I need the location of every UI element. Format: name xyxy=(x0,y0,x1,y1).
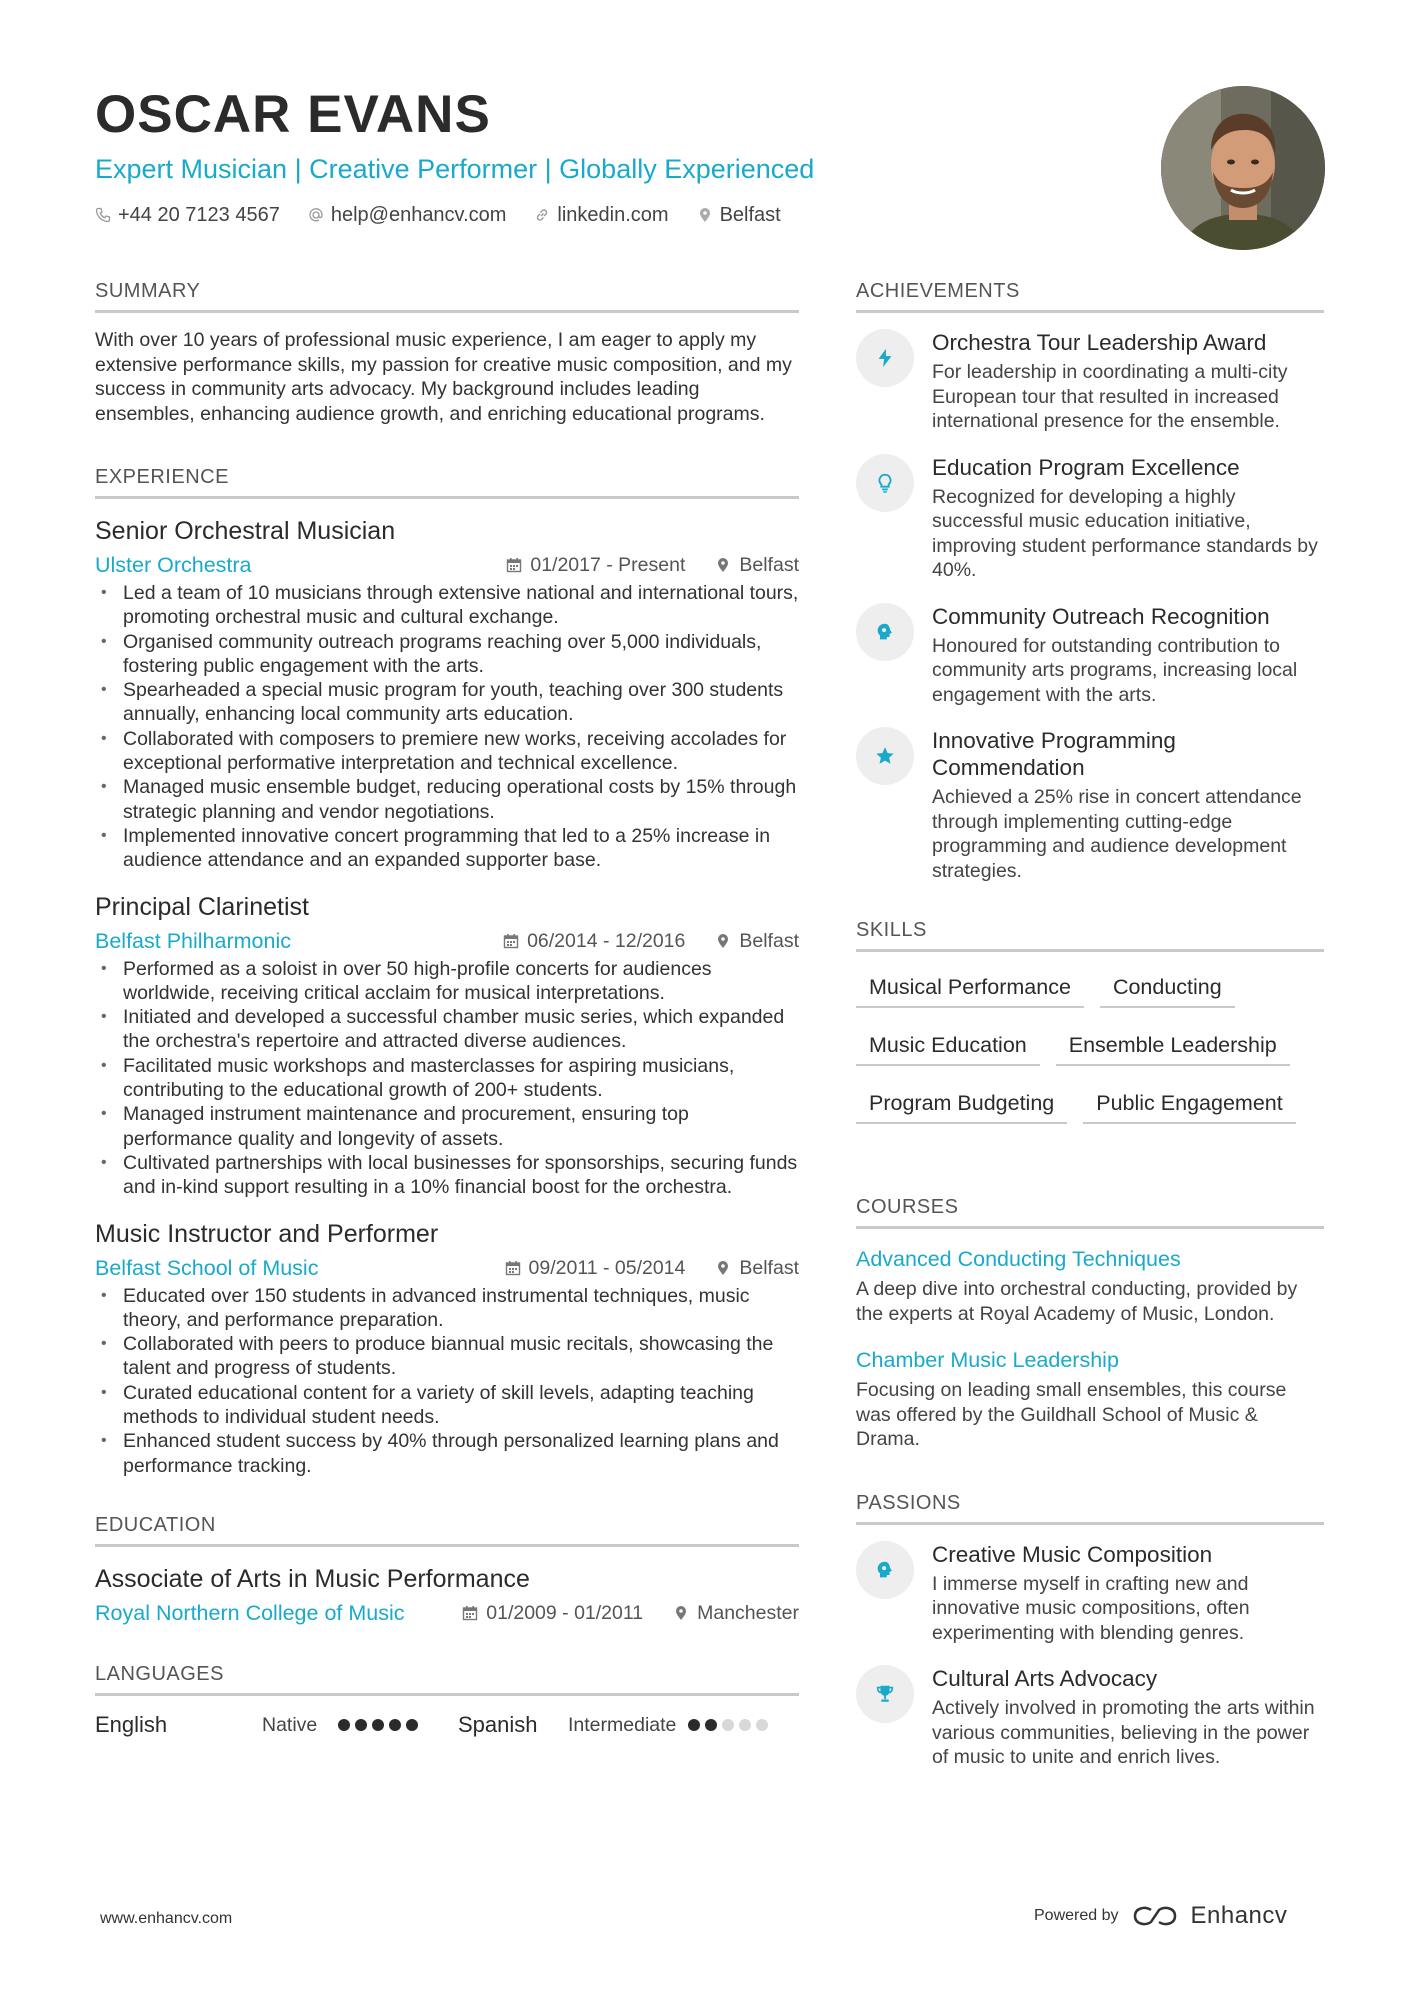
calendar-icon xyxy=(506,557,522,573)
trophy-icon xyxy=(874,1683,896,1705)
achievement-icon-badge xyxy=(856,454,914,512)
school-name: Royal Northern College of Music xyxy=(95,1600,405,1625)
bullet-item: • Spearheaded a special music program for youth, teaching over 300 students annually, enhancing local community arts education. xyxy=(95,678,799,727)
language-rating xyxy=(688,1719,768,1731)
bullet-item: • Educated over 150 students in advanced instrumental techniques, music theory, and performance preparation. xyxy=(95,1284,799,1333)
experience-heading: EXPERIENCE xyxy=(95,464,799,499)
skill-tag: Public Engagement xyxy=(1083,1080,1295,1124)
achievement-item xyxy=(856,603,1324,708)
job-location xyxy=(715,551,799,579)
company-name: Belfast School of Music xyxy=(95,1255,319,1280)
job-meta-right xyxy=(503,927,799,955)
job-location-text: Belfast xyxy=(739,929,799,952)
powered-by-label: Powered by xyxy=(1034,1907,1119,1924)
language-rating xyxy=(338,1719,418,1731)
passion-icon-badge xyxy=(856,1541,914,1599)
courses-heading: COURSES xyxy=(856,1194,1324,1229)
achievement-desc: Recognized for developing a highly successful music education initiative, improving student performance standards by 40%. xyxy=(932,485,1318,581)
phone-text: +44 20 7123 4567 xyxy=(118,204,280,226)
location-contact xyxy=(697,200,781,230)
achievements-section xyxy=(856,278,1324,883)
achievement-body xyxy=(932,727,1324,883)
brain-icon xyxy=(874,621,896,643)
job-meta xyxy=(95,927,799,955)
job-title: Principal Clarinetist xyxy=(95,892,309,921)
email-text: help@enhancv.com xyxy=(330,204,507,226)
brain-icon xyxy=(874,1559,896,1581)
job-meta xyxy=(95,1254,799,1282)
location-text: Belfast xyxy=(719,204,781,226)
education-location-text: Manchester xyxy=(697,1601,799,1624)
map-pin-icon xyxy=(715,1260,731,1276)
rating-dot xyxy=(739,1719,751,1731)
rating-dot xyxy=(705,1719,717,1731)
rating-dot xyxy=(406,1719,418,1731)
linkedin-text: linkedin.com xyxy=(557,204,669,226)
job-location xyxy=(715,1254,799,1282)
bullet-item: • Led a team of 10 musicians through extensive national and international tours, promoting orchestral music and cultural exchange. xyxy=(95,581,799,630)
passion-title: Cultural Arts Advocacy xyxy=(932,1666,1158,1691)
phone-icon xyxy=(95,207,111,223)
company-name: Belfast Philharmonic xyxy=(95,928,291,953)
skills-list xyxy=(856,964,1324,1138)
calendar-icon xyxy=(505,1260,521,1276)
bullet-item: • Initiated and developed a successful chamber music series, which expanded the orchestra's repertoire and attracted diverse audiences. xyxy=(95,1005,799,1054)
left-column xyxy=(95,278,799,1776)
header xyxy=(95,84,1175,230)
phone-contact xyxy=(95,200,280,230)
course-desc: Focusing on leading small ensembles, this course was offered by the Guildhall School of Music & Drama. xyxy=(856,1379,1287,1450)
language-level: Native xyxy=(262,1713,318,1736)
achievement-title: Orchestra Tour Leadership Award xyxy=(932,330,1267,355)
bullet-item: • Collaborated with peers to produce biannual music recitals, showcasing the talent and progress of students. xyxy=(95,1332,799,1381)
map-pin-icon xyxy=(715,557,731,573)
education-meta-right xyxy=(462,1599,799,1627)
bullet-item: • Implemented innovative concert programming that led to a 25% increase in audience attendance and an expanded supporter base. xyxy=(95,824,799,873)
job-title: Senior Orchestral Musician xyxy=(95,517,396,545)
job-location-text: Belfast xyxy=(739,1256,799,1279)
job-dates xyxy=(506,551,685,579)
map-pin-icon xyxy=(715,933,731,949)
rating-dot xyxy=(338,1719,350,1731)
email-contact[interactable] xyxy=(308,200,507,230)
contact-row xyxy=(95,200,1175,230)
skill-tag: Music Education xyxy=(856,1022,1040,1066)
job-dates xyxy=(505,1254,686,1282)
job-dates xyxy=(503,927,685,955)
job-location-text: Belfast xyxy=(739,554,799,576)
education-section xyxy=(95,1512,799,1627)
languages-section xyxy=(95,1661,799,1740)
course-item xyxy=(856,1245,1324,1326)
bullet-item: • Organised community outreach programs reaching over 5,000 individuals, fostering public engagement with the arts. xyxy=(95,630,799,679)
map-pin-icon xyxy=(673,1605,689,1621)
bullet-item: • Facilitated music workshops and masterclasses for aspiring musicians, contributing to the educational growth of 200+ students. xyxy=(95,1054,799,1103)
profile-photo xyxy=(1161,86,1325,250)
linkedin-contact[interactable] xyxy=(534,200,668,230)
job-title: Music Instructor and Performer xyxy=(95,1219,439,1248)
company-name: Ulster Orchestra xyxy=(95,553,252,577)
language-name: English xyxy=(95,1711,168,1737)
job-entry xyxy=(95,1218,799,1478)
education-location xyxy=(673,1599,799,1627)
summary-heading: SUMMARY xyxy=(95,278,799,313)
brand-name: Enhancv xyxy=(1190,1902,1288,1929)
lightbulb-icon xyxy=(874,472,896,494)
job-bullets xyxy=(95,1284,799,1478)
job-entry xyxy=(95,891,799,1200)
degree-title: Associate of Arts in Music Performance xyxy=(95,1564,530,1593)
passions-section xyxy=(856,1490,1324,1770)
passion-item xyxy=(856,1665,1324,1770)
education-meta xyxy=(95,1599,799,1627)
rating-dot xyxy=(722,1719,734,1731)
achievement-title: Community Outreach Recognition xyxy=(932,603,1270,629)
job-meta-right xyxy=(505,1254,799,1282)
link-icon xyxy=(534,207,550,223)
achievement-desc: Honoured for outstanding contribution to community arts programs, increasing local engagement with the arts. xyxy=(932,634,1298,706)
footer-website[interactable]: www.enhancv.com xyxy=(100,1910,233,1927)
job-meta xyxy=(95,551,799,579)
bullet-item: • Managed instrument maintenance and procurement, ensuring top performance quality and longevity of assets. xyxy=(95,1102,799,1151)
bullet-item: • Curated educational content for a variety of skill levels, adapting teaching methods to individual student needs. xyxy=(95,1381,799,1430)
achievements-heading: ACHIEVEMENTS xyxy=(856,278,1324,313)
achievement-title: Innovative Programming Commendation xyxy=(932,728,1176,780)
passion-item xyxy=(856,1541,1324,1646)
bullet-item: • Managed music ensemble budget, reducing operational costs by 15% through strategic planning and vendor negotiations. xyxy=(95,775,799,824)
achievement-item xyxy=(856,454,1324,583)
course-desc: A deep dive into orchestral conducting, provided by the experts at Royal Academy of Music, London. xyxy=(856,1278,1298,1325)
achievement-item xyxy=(856,329,1324,434)
passion-title: Creative Music Composition xyxy=(932,1541,1213,1567)
course-item xyxy=(856,1346,1324,1452)
skills-heading: SKILLS xyxy=(856,917,1324,952)
map-pin-icon xyxy=(697,207,713,223)
bullet-item: • Collaborated with composers to premiere new works, receiving accolades for exceptional performative interpretation and technical excellence. xyxy=(95,727,799,776)
skills-section xyxy=(856,917,1324,1138)
achievement-desc: Achieved a 25% rise in concert attendance through implementing cutting-edge programming and audience development strategies. xyxy=(932,786,1302,882)
bullet-item: • Enhanced student success by 40% through personalized learning plans and performance tracking. xyxy=(95,1429,799,1478)
language-row xyxy=(95,1710,799,1740)
experience-section xyxy=(95,464,799,1478)
achievement-title: Education Program Excellence xyxy=(932,454,1240,480)
achievement-icon-badge xyxy=(856,329,914,387)
job-bullets xyxy=(95,957,799,1200)
rating-dot xyxy=(389,1719,401,1731)
bullet-item: • Performed as a soloist in over 50 high-profile concerts for audiences worldwide, receiving critical acclaim for musical interpretations. xyxy=(95,957,799,1006)
achievement-desc: For leadership in coordinating a multi-city European tour that resulted in increased international presence for the ensemble. xyxy=(932,361,1288,432)
course-title: Chamber Music Leadership xyxy=(856,1348,1119,1372)
languages-heading: LANGUAGES xyxy=(95,1661,799,1696)
passion-icon-badge xyxy=(856,1665,914,1723)
right-column xyxy=(856,278,1324,1806)
skill-tag: Ensemble Leadership xyxy=(1056,1022,1290,1066)
job-location xyxy=(715,927,799,955)
language-level: Intermediate xyxy=(568,1713,677,1736)
enhancv-logo-icon xyxy=(1131,1904,1179,1928)
bullet-item: • Cultivated partnerships with local businesses for sponsorships, securing funds and in-kind support resulting in a 10% financial boost for the orchestra. xyxy=(95,1151,799,1200)
achievement-item xyxy=(856,727,1324,883)
passion-body xyxy=(932,1665,1324,1770)
job-entry xyxy=(95,515,799,873)
rating-dot xyxy=(756,1719,768,1731)
summary-section xyxy=(95,278,799,426)
calendar-icon xyxy=(462,1605,478,1621)
achievement-body xyxy=(932,329,1324,434)
job-meta-right xyxy=(506,551,799,579)
tagline: Expert Musician | Creative Performer | Globally Experienced xyxy=(95,154,815,184)
rating-dot xyxy=(688,1719,700,1731)
achievement-body xyxy=(932,603,1324,708)
star-icon xyxy=(874,745,896,767)
rating-dot xyxy=(355,1719,367,1731)
candidate-name: OSCAR EVANS xyxy=(95,85,491,144)
job-dates-text: 01/2017 - Present xyxy=(530,554,686,576)
rating-dot xyxy=(372,1719,384,1731)
education-heading: EDUCATION xyxy=(95,1512,799,1547)
achievement-body xyxy=(932,454,1324,583)
achievement-icon-badge xyxy=(856,727,914,785)
avatar xyxy=(1161,86,1325,250)
passion-body xyxy=(932,1541,1324,1646)
skill-tag: Conducting xyxy=(1100,964,1235,1008)
skill-tag: Program Budgeting xyxy=(856,1080,1067,1124)
footer-branding xyxy=(1034,1902,1287,1930)
courses-section xyxy=(856,1194,1324,1452)
summary-text: With over 10 years of professional music experience, I am eager to apply my extensive performance skills, my passion for creative music composition, and my success in community arts advocacy. My background includes leading ensembles, enhancing audience growth, and enriching educational programs. xyxy=(95,329,792,425)
achievement-icon-badge xyxy=(856,603,914,661)
education-dates-text: 01/2009 - 01/2011 xyxy=(486,1601,644,1624)
job-bullets xyxy=(95,581,799,873)
job-dates-text: 09/2011 - 05/2014 xyxy=(528,1256,686,1279)
calendar-icon xyxy=(503,933,519,949)
skill-tag: Musical Performance xyxy=(856,964,1084,1008)
lightning-icon xyxy=(874,347,896,369)
at-icon xyxy=(308,207,324,223)
passion-desc: I immerse myself in crafting new and innovative music compositions, often experimenting with blending genres. xyxy=(932,1572,1250,1644)
job-dates-text: 06/2014 - 12/2016 xyxy=(527,929,686,952)
course-title: Advanced Conducting Techniques xyxy=(856,1247,1181,1271)
education-dates xyxy=(462,1599,643,1627)
passion-desc: Actively involved in promoting the arts within various communities, believing in the power of music to unite and enrich lives. xyxy=(932,1697,1315,1768)
passions-heading: PASSIONS xyxy=(856,1490,1324,1525)
language-name: Spanish xyxy=(458,1711,538,1737)
